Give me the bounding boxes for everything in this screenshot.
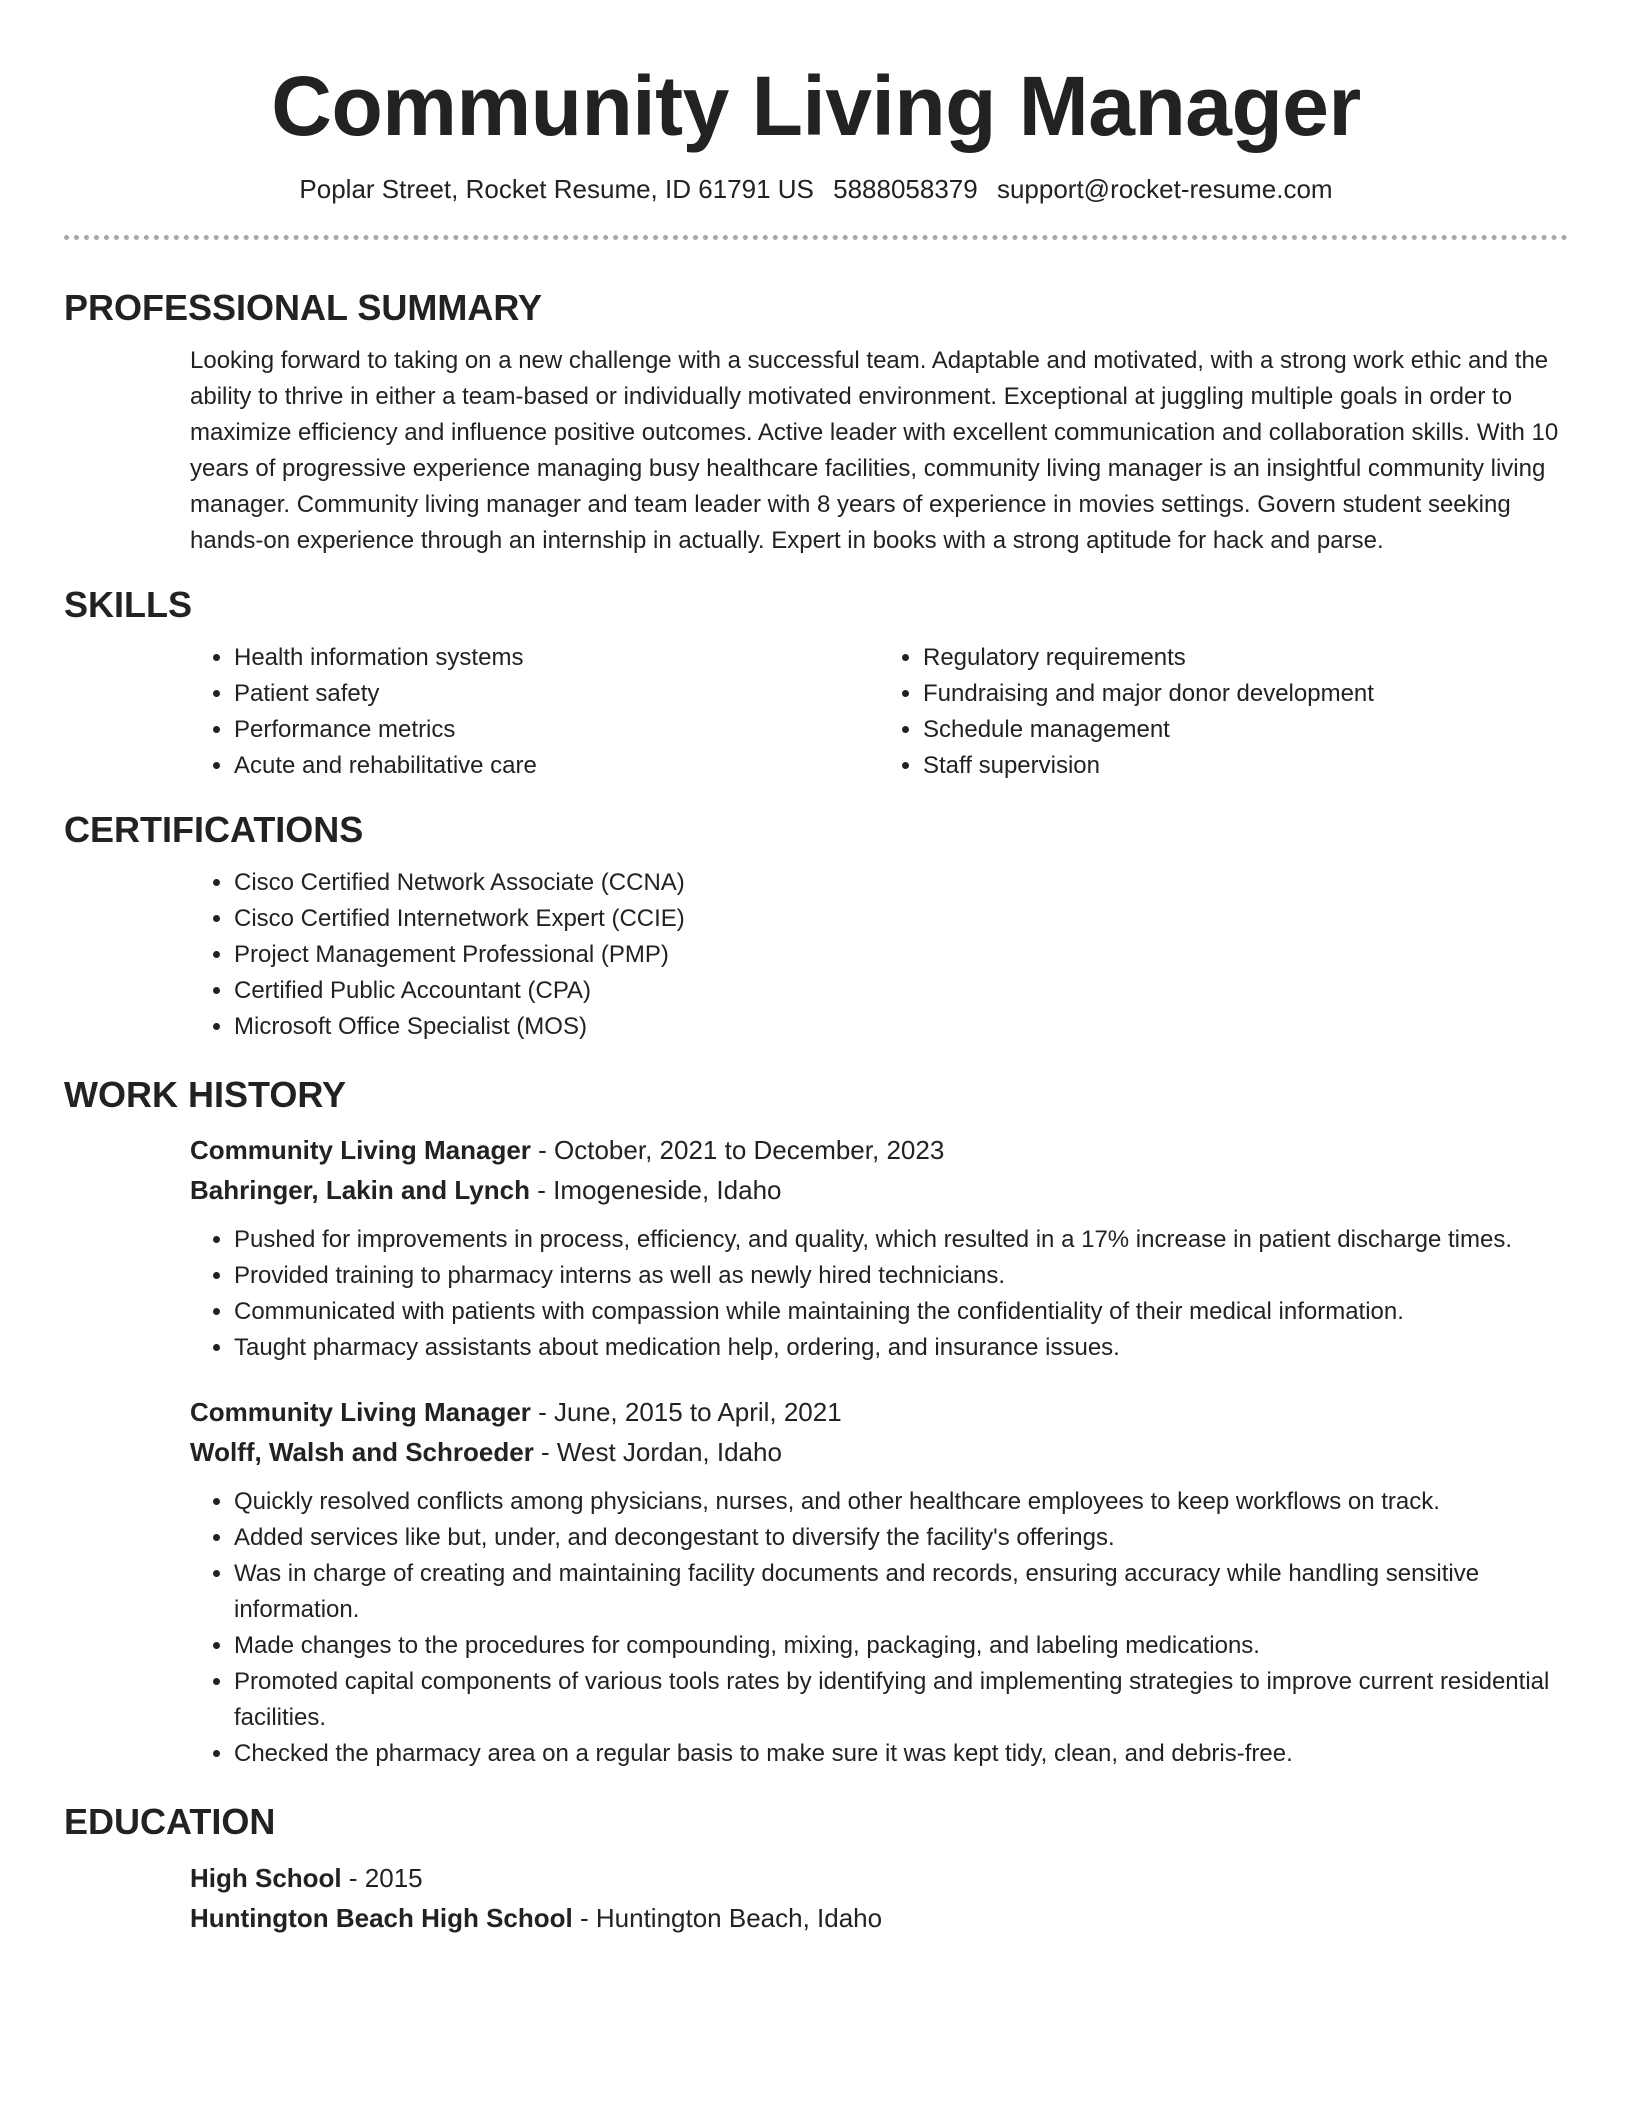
- skills-section: [64, 583, 1568, 784]
- education-year: - 2015: [341, 1862, 423, 1893]
- education-school-line: [190, 1898, 1568, 1938]
- job-location: - West Jordan, Idaho: [533, 1437, 782, 1468]
- job-bullet: • Made changes to the procedures for compounding, mixing, packaging, and labeling medications.: [234, 1628, 1568, 1664]
- contact-email: support@rocket-resume.com: [996, 173, 1333, 204]
- job-entry: [190, 1392, 1568, 1772]
- job-dates: - October, 2021 to December, 2023: [530, 1135, 945, 1166]
- certification-item: • Project Management Professional (PMP): [234, 937, 1568, 973]
- skill-item: • Performance metrics: [234, 712, 879, 748]
- job-bullet: • Quickly resolved conflicts among physicians, nurses, and other healthcare employees to keep workflows on track.: [234, 1484, 1568, 1520]
- job-title-line: [190, 1392, 1568, 1432]
- job-bullet: • Was in charge of creating and maintaining facility documents and records, ensuring accuracy while handling sensitive information.: [234, 1556, 1568, 1628]
- job-company-line: [190, 1432, 1568, 1472]
- certification-item: • Cisco Certified Internetwork Expert (CCIE): [234, 901, 1568, 937]
- skill-item: • Patient safety: [234, 676, 879, 712]
- job-role: Community Living Manager: [190, 1135, 531, 1166]
- resume-name: Community Living Manager: [271, 59, 1361, 153]
- certifications-section: [64, 808, 1568, 1045]
- education-school: Huntington Beach High School: [190, 1902, 573, 1933]
- skills-columns: [190, 640, 1568, 784]
- education-degree-line: [190, 1858, 1568, 1898]
- job-location: - Imogeneside, Idaho: [530, 1175, 782, 1206]
- job-bullets: [190, 1222, 1568, 1366]
- job-role: Community Living Manager: [190, 1397, 531, 1428]
- certification-item: • Microsoft Office Specialist (MOS): [234, 1009, 1568, 1045]
- job-title-line: [190, 1130, 1568, 1170]
- job-company: Wolff, Walsh and Schroeder: [190, 1437, 534, 1468]
- education-heading: EDUCATION: [64, 1801, 276, 1843]
- job-bullet: • Communicated with patients with compassion while maintaining the confidentiality of their medical information.: [234, 1294, 1568, 1330]
- education-section: [64, 1800, 1568, 1937]
- work-history-section: [64, 1073, 1568, 1772]
- job-bullet: • Promoted capital components of various tools rates by identifying and implementing strategies to improve current residential facilities.: [234, 1664, 1568, 1736]
- skill-item: • Fundraising and major donor development: [923, 676, 1568, 712]
- certifications-body: [190, 865, 1568, 1045]
- skill-item: • Regulatory requirements: [923, 640, 1568, 676]
- skills-list-left: [190, 640, 879, 784]
- contact-address: Poplar Street, Rocket Resume, ID 61791 US: [299, 173, 814, 204]
- work-history-body: [190, 1130, 1568, 1772]
- summary-text: Looking forward to taking on a new challenge with a successful team. Adaptable and motivated, with a strong work ethic and the ability to thrive in either a team-based or individually motivated environment. Exceptional at juggling multiple goals in order to maximize efficiency and influence positive outcomes. Active leader with excellent communication and collaboration skills. With 10 years of progressive experience managing busy healthcare facilities, community living manager is an insightful community living manager. Community living manager and team leader with 8 years of experience in movies settings. Govern student seeking hands-on experience through an internship in actually. Expert in books with a strong aptitude for hack and parse.: [190, 346, 1559, 554]
- summary-heading: PROFESSIONAL SUMMARY: [64, 286, 543, 328]
- job-bullet: • Provided training to pharmacy interns as well as newly hired technicians.: [234, 1258, 1568, 1294]
- resume-page: [64, 0, 1568, 1938]
- skill-item: • Staff supervision: [923, 748, 1568, 784]
- education-degree: High School: [190, 1862, 342, 1893]
- contact-line: [64, 173, 1568, 207]
- job-bullet: • Checked the pharmacy area on a regular basis to make sure it was kept tidy, clean, and debris-free.: [234, 1736, 1568, 1772]
- education-location: - Huntington Beach, Idaho: [572, 1902, 883, 1933]
- skills-list-right: [879, 640, 1568, 784]
- header-divider: [64, 235, 1568, 240]
- contact-phone: 5888058379: [833, 173, 978, 204]
- job-dates: - June, 2015 to April, 2021: [530, 1397, 842, 1428]
- work-history-heading: WORK HISTORY: [64, 1074, 347, 1116]
- job-bullet: • Pushed for improvements in process, efficiency, and quality, which resulted in a 17% increase in patient discharge times.: [234, 1222, 1568, 1258]
- job-bullets: [190, 1484, 1568, 1772]
- job-entry: [190, 1130, 1568, 1366]
- summary-body: [190, 343, 1568, 559]
- job-bullet: • Added services like but, under, and decongestant to diversify the facility's offerings.: [234, 1520, 1568, 1556]
- skills-heading: SKILLS: [64, 583, 193, 625]
- summary-section: [64, 286, 1568, 559]
- education-body: [190, 1858, 1568, 1938]
- certifications-heading: CERTIFICATIONS: [64, 808, 364, 850]
- skill-item: • Schedule management: [923, 712, 1568, 748]
- certifications-list: [190, 865, 1568, 1045]
- job-company: Bahringer, Lakin and Lynch: [190, 1175, 530, 1206]
- certification-item: • Certified Public Accountant (CPA): [234, 973, 1568, 1009]
- skill-item: • Health information systems: [234, 640, 879, 676]
- certification-item: • Cisco Certified Network Associate (CCNA): [234, 865, 1568, 901]
- skill-item: • Acute and rehabilitative care: [234, 748, 879, 784]
- job-bullet: • Taught pharmacy assistants about medication help, ordering, and insurance issues.: [234, 1330, 1568, 1366]
- job-company-line: [190, 1170, 1568, 1210]
